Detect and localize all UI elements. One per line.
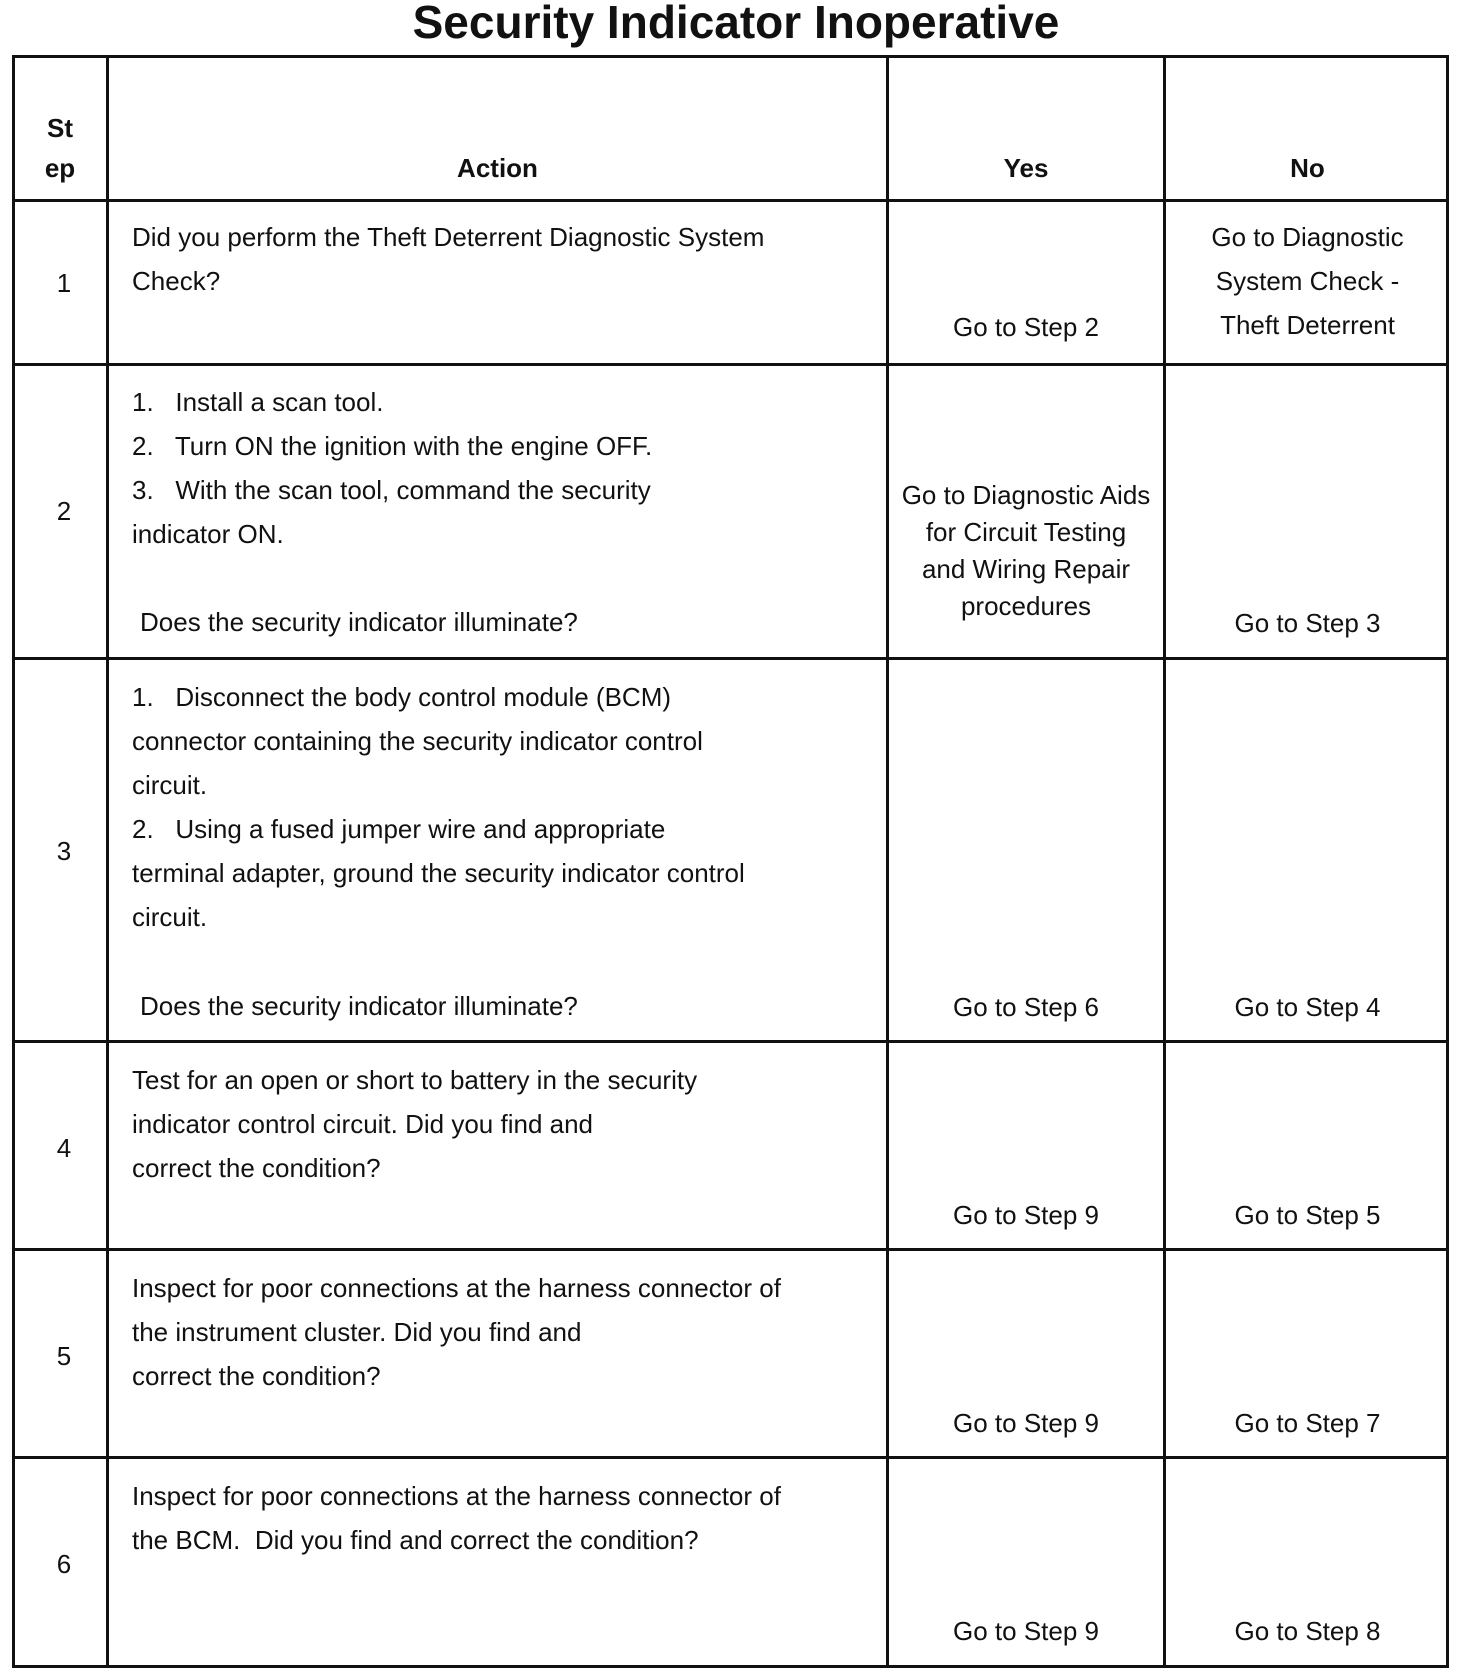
row-divider: [12, 199, 1449, 202]
page-title: Security Indicator Inoperative: [412, 0, 1060, 48]
header-step-line-1: St: [47, 113, 73, 143]
action-line: Check?: [132, 266, 221, 296]
header-step-line-2: ep: [44, 153, 76, 183]
no-outcome: Go to Step 7: [1234, 1408, 1381, 1438]
action-line: 1. Disconnect the body control module (BCM): [132, 682, 672, 712]
outcome-line: Go to Diagnostic Aids: [901, 480, 1151, 510]
action-text: [132, 215, 882, 303]
step-number: 6: [56, 1549, 72, 1579]
action-line: Test for an open or short to battery in the security: [132, 1065, 698, 1095]
yes-outcome: Go to Step 9: [953, 1200, 1099, 1230]
no-outcome: [1166, 215, 1449, 347]
no-outcome: Go to Step 4: [1234, 992, 1381, 1022]
outcome-line: procedures: [960, 591, 1092, 621]
yes-outcome: [889, 477, 1163, 625]
step-number: 3: [56, 836, 72, 866]
yes-outcome: Go to Step 2: [953, 312, 1099, 342]
step-number: 2: [56, 496, 72, 526]
action-text: [132, 380, 882, 556]
action-text: [132, 1474, 882, 1562]
step-number: 1: [56, 268, 72, 298]
action-line: indicator control circuit. Did you find and: [132, 1109, 594, 1139]
action-line: 3. With the scan tool, command the security: [132, 475, 651, 505]
action-text: [132, 1266, 882, 1398]
action-question: Does the security indicator illuminate?: [140, 991, 578, 1021]
action-line: Did you perform the Theft Deterrent Diagnostic System: [132, 222, 765, 252]
yes-outcome: Go to Step 9: [953, 1408, 1099, 1438]
action-line: the BCM. Did you find and correct the condition?: [132, 1525, 699, 1555]
action-line: indicator ON.: [132, 519, 284, 549]
action-line: circuit.: [132, 902, 208, 932]
action-line: the instrument cluster. Did you find and: [132, 1317, 582, 1347]
row-divider: [12, 1040, 1449, 1043]
header-yes: Yes: [1003, 153, 1049, 183]
outcome-line: Go to Diagnostic: [1211, 222, 1404, 252]
outcome-line: System Check -: [1215, 266, 1400, 296]
action-text: [132, 675, 882, 939]
action-line: correct the condition?: [132, 1153, 381, 1183]
row-divider: [12, 1248, 1449, 1251]
action-line: terminal adapter, ground the security indicator control: [132, 858, 745, 888]
no-outcome: Go to Step 3: [1234, 608, 1381, 638]
row-divider: [12, 1456, 1449, 1459]
outcome-line: Theft Deterrent: [1220, 310, 1395, 340]
action-line: 2. Turn ON the ignition with the engine OFF.: [132, 431, 653, 461]
action-line: connector containing the security indicator control: [132, 726, 703, 756]
step-number: 4: [56, 1133, 72, 1163]
action-line: circuit.: [132, 770, 208, 800]
row-divider: [12, 657, 1449, 660]
step-number: 5: [56, 1341, 72, 1371]
action-line: 2. Using a fused jumper wire and appropriate: [132, 814, 666, 844]
outcome-line: and Wiring Repair: [921, 554, 1131, 584]
yes-outcome: Go to Step 6: [953, 992, 1099, 1022]
no-outcome: Go to Step 5: [1234, 1200, 1381, 1230]
yes-outcome: Go to Step 9: [953, 1616, 1099, 1646]
header-action: Action: [457, 153, 538, 183]
action-line: Inspect for poor connections at the harness connector of: [132, 1273, 781, 1303]
action-line: 1. Install a scan tool.: [132, 387, 384, 417]
action-line: Inspect for poor connections at the harness connector of: [132, 1481, 781, 1511]
row-divider: [12, 363, 1449, 366]
action-question: Does the security indicator illuminate?: [140, 607, 578, 637]
outcome-line: for Circuit Testing: [925, 517, 1127, 547]
action-text: [132, 1058, 882, 1190]
action-line: correct the condition?: [132, 1361, 381, 1391]
header-step: [14, 108, 106, 188]
header-no: No: [1290, 153, 1325, 183]
no-outcome: Go to Step 8: [1234, 1616, 1381, 1646]
